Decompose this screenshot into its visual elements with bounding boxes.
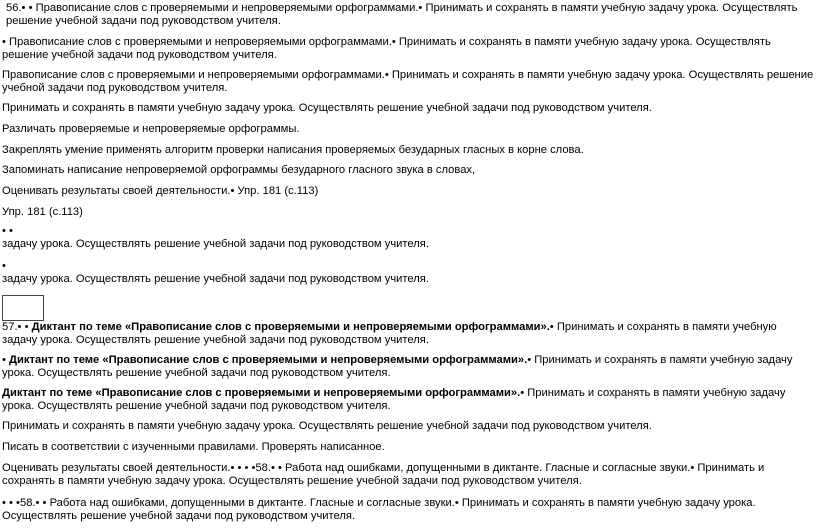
text-line-17: Оценивать результаты своей деятельности.• • • •58.• • Работа над ошибками, допущенными в диктанте. Гласные и согласные звуки.• Принимать и сохранять в памяти учебную задачу урока. Осуществлять решение учебной задачи под руководством учителя. bbox=[2, 462, 765, 487]
line-12-rest: • Принимать и сохранять в памяти учебную задачу урока. Осуществлять решение учебной задачи под руководством учителя. bbox=[2, 321, 777, 346]
text-line-11: задачу урока. Осуществлять решение учебной задачи под руководством учителя. bbox=[2, 273, 429, 285]
bullets-line-11: • bbox=[2, 260, 6, 272]
text-line-14 bbox=[2, 387, 814, 413]
text-line-18: • • •58.• • Работа над ошибками, допущенными в диктанте. Гласные и согласные звуки.• Принимать и сохранять в памяти учебную задачу урока. Осуществлять решение учебной задачи под руководством учителя. bbox=[2, 497, 756, 522]
text-line-6: Закреплять умение применять алгоритм проверки написания проверяемых безударных гласных в корне слова. bbox=[2, 144, 584, 156]
line-13-bold: Диктант по теме «Правописание слов с проверяемыми и непроверяемыми орфограммами». bbox=[9, 354, 528, 366]
text-line-10: задачу урока. Осуществлять решение учебной задачи под руководством учителя. bbox=[2, 238, 429, 250]
line-12-bold: Диктант по теме «Правописание слов с проверяемыми и непроверяемыми орфограммами». bbox=[31, 321, 550, 333]
text-line-7: Запоминать написание непроверяемой орфограммы безударного гласного звука в словах, bbox=[2, 164, 476, 176]
bullets-line-10: • • bbox=[2, 225, 13, 237]
text-line-8: Оценивать результаты своей деятельности.• Упр. 181 (с.113) bbox=[2, 185, 319, 197]
text-line-15: Принимать и сохранять в памяти учебную задачу урока. Осуществлять решение учебной задачи под руководством учителя. bbox=[2, 420, 652, 432]
text-line-1: 56.• • Правописание слов с проверяемыми и непроверяемыми орфограммами.• Принимать и сохранять в памяти учебную задачу урока. Осуществлять решение учебной задачи под руководством учителя. bbox=[6, 2, 798, 27]
line-14-rest: • Принимать и сохранять в памяти учебную задачу урока. Осуществлять решение учебной задачи под руководством учителя. bbox=[2, 387, 786, 412]
text-line-12 bbox=[2, 321, 814, 347]
line-13-rest: • Принимать и сохранять в памяти учебную задачу урока. Осуществлять решение учебной задачи под руководством учителя. bbox=[2, 354, 793, 379]
text-line-2: • Правописание слов с проверяемыми и непроверяемыми орфограммами.• Принимать и сохранять в памяти учебную задачу урока. Осуществлять решение учебной задачи под руководством учителя. bbox=[2, 36, 771, 61]
line-14-bold: Диктант по теме «Правописание слов с проверяемыми и непроверяемыми орфограммами». bbox=[2, 387, 521, 399]
text-line-5: Различать проверяемые и непроверяемые орфограммы. bbox=[2, 123, 300, 135]
text-line-13 bbox=[2, 354, 814, 380]
line-13-prefix: • bbox=[2, 354, 10, 366]
text-line-9: Упр. 181 (с.113) bbox=[2, 206, 83, 218]
empty-box bbox=[2, 295, 44, 321]
text-line-3: Правописание слов с проверяемыми и непроверяемыми орфограммами.• Принимать и сохранять в памяти учебную задачу урока. Осуществлять решение учебной задачи под руководством учителя. bbox=[2, 69, 814, 94]
text-line-4: Принимать и сохранять в памяти учебную задачу урока. Осуществлять решение учебной задачи под руководством учителя. bbox=[2, 102, 652, 114]
text-line-16: Писать в соответствии с изученными правилами. Проверять написанное. bbox=[2, 441, 385, 453]
line-12-prefix: 57.• • bbox=[2, 321, 32, 333]
